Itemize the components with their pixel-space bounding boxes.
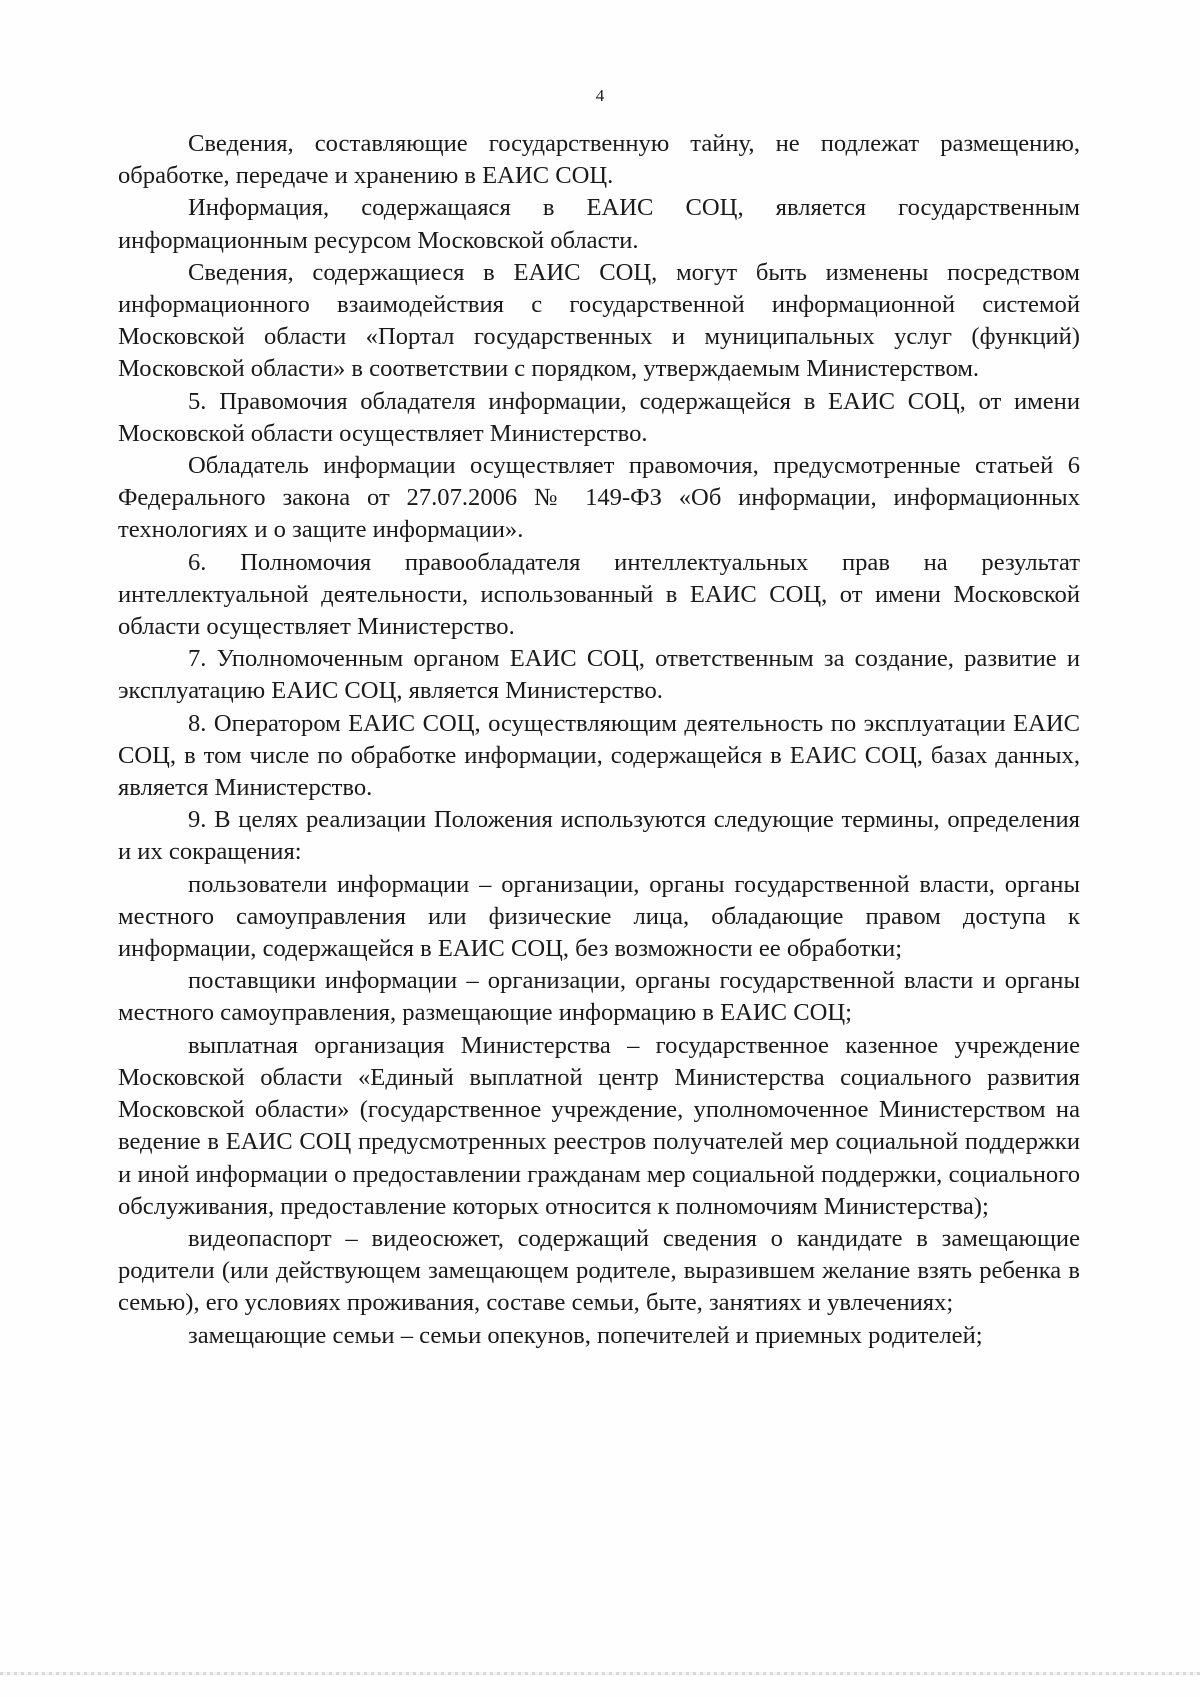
definition-item: выплатная организация Министерства – государственное казенное учреждение Московской области «Единый выплатной центр Министерства социального развития Московской области» (государственное учреждение, уполномоченное Министерством на ведение в ЕАИС СОЦ предусмотренных реестров получателей мер социальной поддержки и иной информации о предоставлении гражданам мер социальной поддержки, социального обслуживания, предоставление которых относится к полномочиям Министерства); [118, 1031, 1080, 1220]
paragraph: Обладатель информации осуществляет правомочия, предусмотренные статьей 6 Федерального закона от 27.07.2006 № 149-ФЗ «Об информации, информационных технологиях и о защите информации». [118, 452, 1080, 544]
paragraph: Сведения, составляющие государственную тайну, не подлежат размещению, обработке, передаче и хранению в ЕАИС СОЦ. [118, 130, 1080, 190]
paragraph: Информация, содержащаяся в ЕАИС СОЦ, является государственным информационным ресурсом Московской области. [118, 194, 1080, 254]
definition-item: видеопаспорт – видеосюжет, содержащий сведения о кандидате в замещающие родители (или действующем замещающем родителе, выразившем желание взять ребенка в семью), его условиях проживания, составе семьи, быте, занятиях и увлечениях; [118, 1224, 1080, 1317]
document-body [118, 128, 1080, 1352]
paragraph: 5. Правомочия обладателя информации, содержащейся в ЕАИС СОЦ, от имени Московской области осуществляет Министерство. [118, 387, 1080, 447]
paragraph: 8. Оператором ЕАИС СОЦ, осуществляющим деятельность по эксплуатации ЕАИС СОЦ, в том числе по обработке информации, содержащейся в ЕАИС СОЦ, базах данных, является Министерство. [118, 709, 1080, 802]
paragraph: 9. В целях реализации Положения используются следующие термины, определения и их сокращения: [118, 806, 1080, 866]
scan-edge-artifact [0, 1672, 1200, 1675]
definition-item: пользователи информации – организации, органы государственной власти, органы местного самоуправления или физические лица, обладающие правом доступа к информации, содержащейся в ЕАИС СОЦ, без возможности ее обработки; [118, 870, 1080, 963]
paragraph: Сведения, содержащиеся в ЕАИС СОЦ, могут быть изменены посредством информационного взаимодействия с государственной информационной системой Московской области «Портал государственных и муниципальных услуг (функций) Московской области» в соответствии с порядком, утверждаемым Министерством. [118, 258, 1080, 383]
paragraph: 7. Уполномоченным органом ЕАИС СОЦ, ответственным за создание, развитие и эксплуатацию ЕАИС СОЦ, является Министерство. [118, 645, 1080, 705]
paragraph: 6. Полномочия правообладателя интеллектуальных прав на результат интеллектуальной деятельности, использованный в ЕАИС СОЦ, от имени Московской области осуществляет Министерство. [118, 548, 1080, 641]
definition-item: поставщики информации – организации, органы государственной власти и органы местного самоуправления, размещающие информацию в ЕАИС СОЦ; [118, 967, 1080, 1027]
definition-item: замещающие семьи – семьи опекунов, попечителей и приемных родителей; [188, 1321, 983, 1349]
page-number: 4 [595, 86, 605, 105]
